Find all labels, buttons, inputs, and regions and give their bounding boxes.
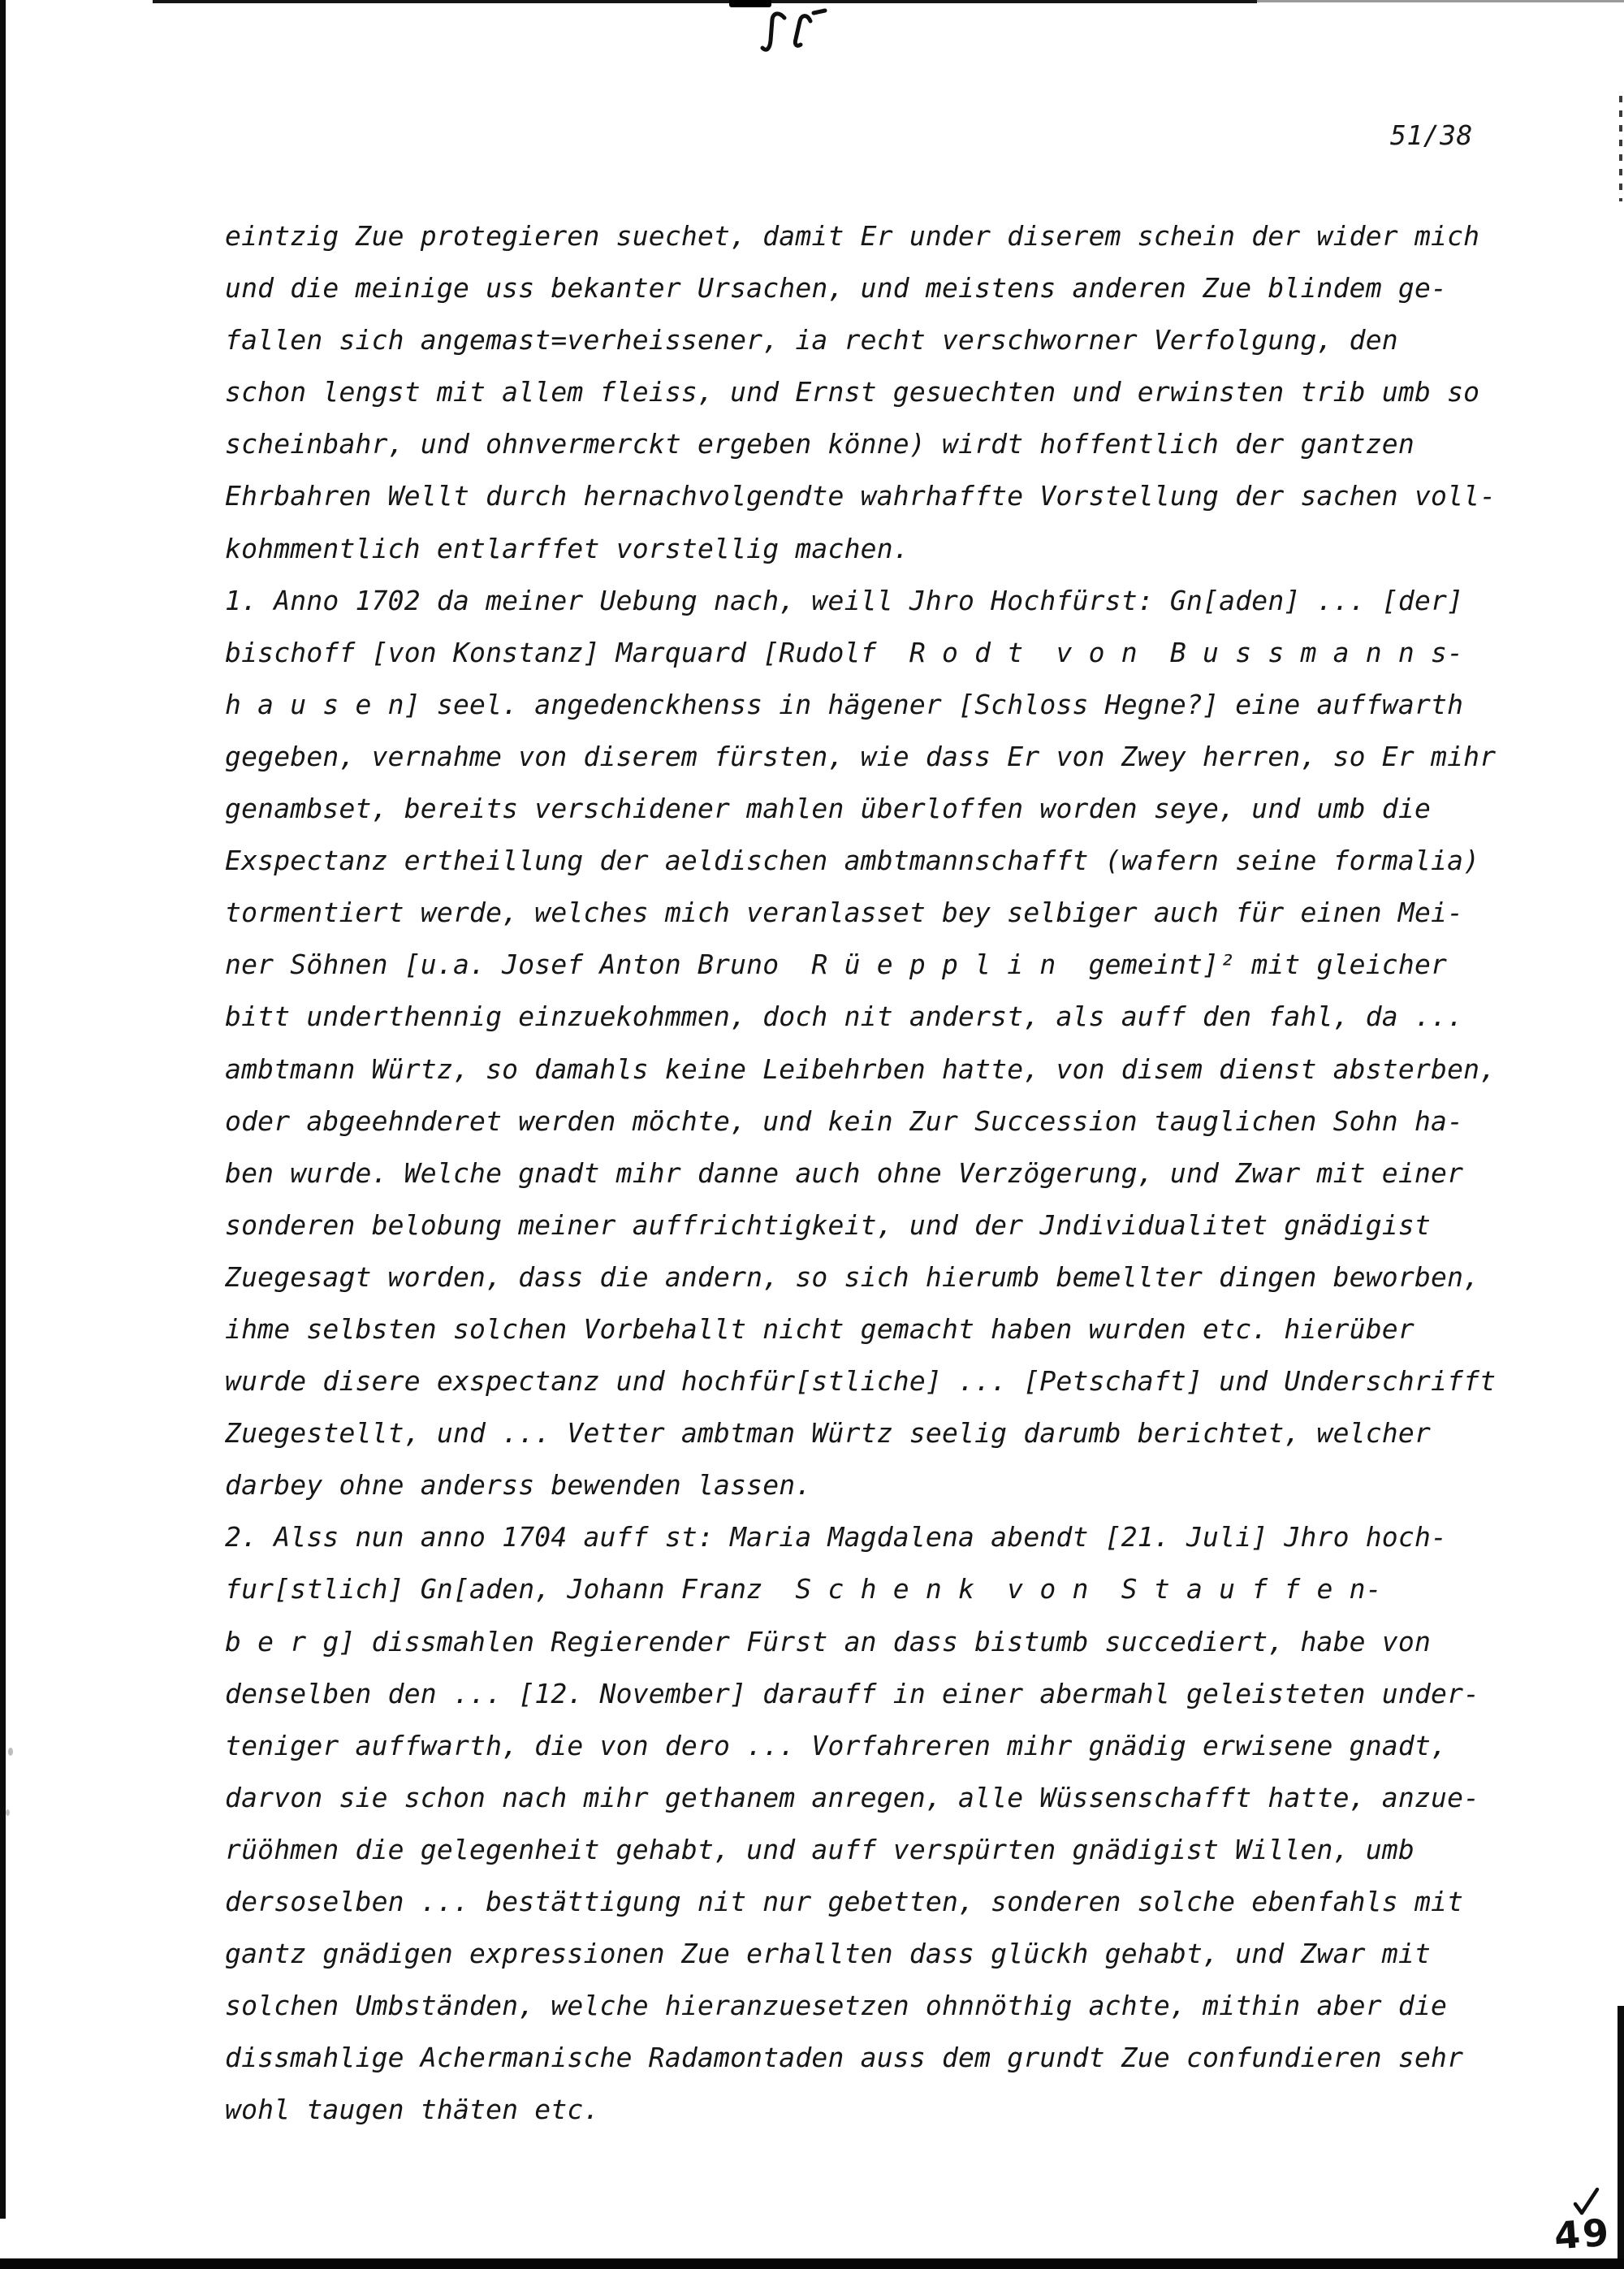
text-line: ihme selbsten solchen Vorbehallt nicht gemacht haben wurden etc. hierüber [225,1312,1415,1345]
text-line: und die meinige uss bekanter Ursachen, und meistens anderen Zue blindem ge- [225,272,1448,305]
text-line: 2. Alss nun anno 1704 auff st: Maria Magdalena abendt [21. Juli] Jhro hoch- [225,1521,1448,1554]
text-line: Zuegestellt, und ... Vetter ambtman Würtz seelig darumb berichtet, welcher [225,1417,1432,1450]
text-line: ner Söhnen [u.a. Josef Anton Bruno R ü e p p l i n gemeint]² mit gleicher [225,949,1448,981]
handwritten-tick-marks-icon [760,6,841,60]
text-line: darbey ohne anderss bewenden lassen. [225,1469,812,1502]
text-line: gegeben, vernahme von diserem fürsten, wie dass Er von Zwey herren, so Er mihr [225,740,1497,772]
scan-edge-top [153,0,1257,3]
text-line: gantz gnädigen expressionen Zue erhallten dass glückh gehabt, und Zwar mit [225,1938,1432,1970]
body-text [225,210,1573,2136]
text-line: teniger auffwarth, die von dero ... Vorfahreren mihr gnädig erwisene gnadt, [225,1729,1448,1761]
text-line: wurde disere exspectanz und hochfür[stliche] ... [Petschaft] und Underschrifft [225,1365,1497,1398]
scan-edge-left [0,0,6,2219]
text-line: bischoff [von Konstanz] Marquard [Rudolf R o d t v o n B u s s m a n n s- [225,636,1464,668]
scan-speck [6,1809,10,1816]
text-line: sonderen belobung meiner auffrichtigkeit, und der Jndividualitet gnädigist [225,1208,1432,1241]
text-line: genambset, bereits verschidener mahlen überloffen worden seye, und umb die [225,793,1432,825]
handwritten-page-number: 49 [1553,2210,1613,2258]
text-line: eintzig Zue protegieren suechet, damit Er under diserem schein der wider mich [225,220,1480,252]
text-line: ambtmann Würtz, so damahls keine Leibehrben hatte, von disem dienst absterben, [225,1052,1497,1085]
text-line: ben wurde. Welche gnadt mihr danne auch ohne Verzögerung, und Zwar mit einer [225,1156,1464,1189]
text-line: solchen Umbständen, welche hieranzuesetzen ohnnöthig achte, mithin aber die [225,1990,1448,2022]
text-line: b e r g] dissmahlen Regierender Fürst an dass bistumb succediert, habe von [225,1625,1432,1657]
text-line: bitt underthennig einzuekohmmen, doch nit anderst, als auff den fahl, da ... [225,1001,1464,1033]
page-number: 51/38 [1390,119,1473,151]
scan-speck [8,1748,13,1756]
text-line: tormentiert werde, welches mich veranlasset bey selbiger auch für einen Mei- [225,897,1464,929]
text-line: fallen sich angemast=verheissener, ia recht verschworner Verfolgung, den [225,324,1398,357]
text-line: Ehrbahren Wellt durch hernachvolgendte wahrhaffte Vorstellung der sachen voll- [225,480,1497,512]
scan-edge-right [1618,2006,1624,2258]
scan-edge-top-light [1257,0,1624,2]
scan-edge-bottom [0,2258,1624,2269]
text-line: dissmahlige Achermanische Radamontaden auss dem grundt Zue confundieren sehr [225,2042,1464,2074]
scan-edge-right-dashes [1619,96,1622,201]
text-line: schon lengst mit allem fleiss, und Ernst gesuechten und erwinsten trib umb so [225,376,1480,408]
text-line: denselben den ... [12. November] darauff in einer abermahl geleisteten under- [225,1677,1480,1709]
text-line: fur[stlich] Gn[aden, Johann Franz S c h e n k v o n S t a u f f e n- [225,1573,1382,1606]
text-line: scheinbahr, und ohnvermerckt ergeben könne) wirdt hoffentlich der gantzen [225,428,1415,460]
text-line: dersoselben ... bestättigung nit nur gebetten, sonderen solche ebenfahls mit [225,1886,1464,1917]
text-line: h a u s e n] seel. angedenckhenss in hägener [Schloss Hegne?] eine auffwarth [225,688,1464,720]
text-line: Exspectanz ertheillung der aeldischen ambtmannschafft (wafern seine formalia) [225,845,1480,877]
text-line: kohmmentlich entlarffet vorstellig machen. [225,532,909,564]
text-line: wohl taugen thäten etc. [225,2094,600,2126]
text-line: darvon sie schon nach mihr gethanem anregen, alle Wüssenschafft hatte, anzue- [225,1781,1480,1813]
text-line: 1. Anno 1702 da meiner Uebung nach, weill Jhro Hochfürst: Gn[aden] ... [der] [225,584,1464,616]
text-line: rüöhmen die gelegenheit gehabt, und auff verspürten gnädigist Willen, umb [225,1833,1415,1865]
text-line: Zuegesagt worden, dass die andern, so sich hierumb bemellter dingen beworben, [225,1260,1480,1293]
text-line: oder abgeehnderet werden möchte, und kein Zur Succession tauglichen Sohn ha- [225,1104,1464,1137]
